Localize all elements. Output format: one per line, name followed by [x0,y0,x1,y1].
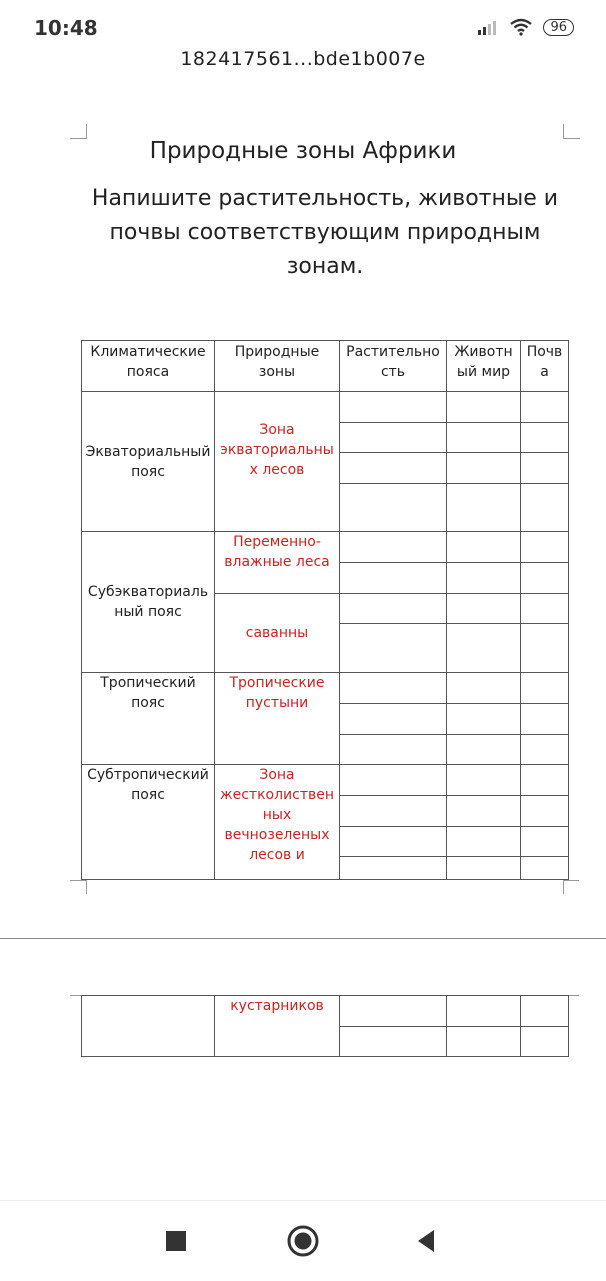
vegetation-input-cell[interactable] [340,532,447,563]
soil-input-cell[interactable] [521,453,569,484]
zone-cell: Зона экваториальны х лесов [215,392,340,532]
fauna-input-cell[interactable] [447,704,521,735]
signal-icon [477,19,499,35]
fauna-input-cell[interactable] [447,392,521,423]
fauna-input-cell[interactable] [447,735,521,765]
vegetation-input-cell[interactable] [340,673,447,704]
vegetation-input-cell[interactable] [340,735,447,765]
soil-input-cell[interactable] [521,1027,569,1057]
vegetation-input-cell[interactable] [340,484,447,532]
soil-input-cell[interactable] [521,484,569,532]
page-corner-mark [86,880,87,894]
soil-input-cell[interactable] [521,563,569,594]
header-vegetation: Растительно сть [340,341,447,392]
header-soil: Почв а [521,341,569,392]
soil-input-cell[interactable] [521,673,569,704]
fauna-input-cell[interactable] [447,624,521,673]
soil-input-cell[interactable] [521,624,569,673]
zone-cell: Переменно-влажные леса [215,532,340,594]
table-row [82,765,569,796]
fauna-input-cell[interactable] [447,484,521,532]
page-instruction: Напишите растительность, животные и почвы соответствующим природным зонам. [91,186,559,279]
soil-input-cell[interactable] [521,827,569,857]
fauna-input-cell[interactable] [447,563,521,594]
table-header-row [82,341,569,392]
zone-cell: Зона жестколиствен ных вечнозеленых лесов и [215,765,340,880]
fauna-input-cell[interactable] [447,453,521,484]
fauna-input-cell[interactable] [447,532,521,563]
status-icons [477,18,574,36]
belt-cell: Тропический пояс [82,673,215,765]
soil-input-cell[interactable] [521,796,569,827]
document-title: 182417561...bde1b007e [180,48,426,70]
vegetation-input-cell[interactable] [340,453,447,484]
soil-input-cell[interactable] [521,765,569,796]
page-corner-mark [563,124,580,139]
vegetation-input-cell[interactable] [340,996,447,1027]
soil-input-cell[interactable] [521,735,569,765]
back-icon[interactable] [410,1225,442,1257]
status-time: 10:48 [34,16,98,40]
table-row [82,392,569,423]
fauna-input-cell[interactable] [447,996,521,1027]
table-row [82,673,569,704]
home-icon[interactable] [286,1224,320,1258]
vegetation-input-cell[interactable] [340,857,447,880]
page-corner-mark [70,124,87,139]
vegetation-input-cell[interactable] [340,563,447,594]
soil-input-cell[interactable] [521,423,569,453]
zone-cell: саванны [215,594,340,673]
fauna-input-cell[interactable] [447,1027,521,1057]
belt-cell [82,996,215,1057]
page-corner-mark [70,880,86,881]
page-heading: Природные зоны Африки [149,138,457,164]
fauna-input-cell[interactable] [447,827,521,857]
fauna-input-cell[interactable] [447,673,521,704]
soil-input-cell[interactable] [521,392,569,423]
vegetation-input-cell[interactable] [340,594,447,624]
header-belts: Климатические пояса [82,341,215,392]
vegetation-input-cell[interactable] [340,796,447,827]
soil-input-cell[interactable] [521,857,569,880]
vegetation-input-cell[interactable] [340,392,447,423]
belt-cell: Экваториальный пояс [82,392,215,532]
zone-cell: кустарников [215,996,340,1057]
vegetation-input-cell[interactable] [340,1027,447,1057]
page-corner-mark [563,880,579,881]
vegetation-input-cell[interactable] [340,624,447,673]
fauna-input-cell[interactable] [447,857,521,880]
navigation-bar [0,1200,606,1281]
zones-table-continued [81,995,569,1057]
zone-cell: Тропические пустыни [215,673,340,765]
vegetation-input-cell[interactable] [340,827,447,857]
header-fauna: Животн ый мир [447,341,521,392]
soil-input-cell[interactable] [521,594,569,624]
soil-input-cell[interactable] [521,704,569,735]
belt-cell: Субэкваториаль ный пояс [82,532,215,673]
table-row [82,996,569,1027]
zones-table [81,340,569,880]
soil-input-cell[interactable] [521,996,569,1027]
vegetation-input-cell[interactable] [340,765,447,796]
fauna-input-cell[interactable] [447,423,521,453]
page-separator [0,938,606,939]
wifi-icon [509,18,533,36]
page-corner-mark [563,880,564,894]
header-zones: Природные зоны [215,341,340,392]
soil-input-cell[interactable] [521,532,569,563]
vegetation-input-cell[interactable] [340,704,447,735]
recent-apps-icon[interactable] [160,1225,192,1257]
fauna-input-cell[interactable] [447,796,521,827]
belt-cell: Субтропический пояс [82,765,215,880]
fauna-input-cell[interactable] [447,594,521,624]
battery-indicator: 96 [543,19,574,36]
table-row [82,532,569,563]
vegetation-input-cell[interactable] [340,423,447,453]
fauna-input-cell[interactable] [447,765,521,796]
